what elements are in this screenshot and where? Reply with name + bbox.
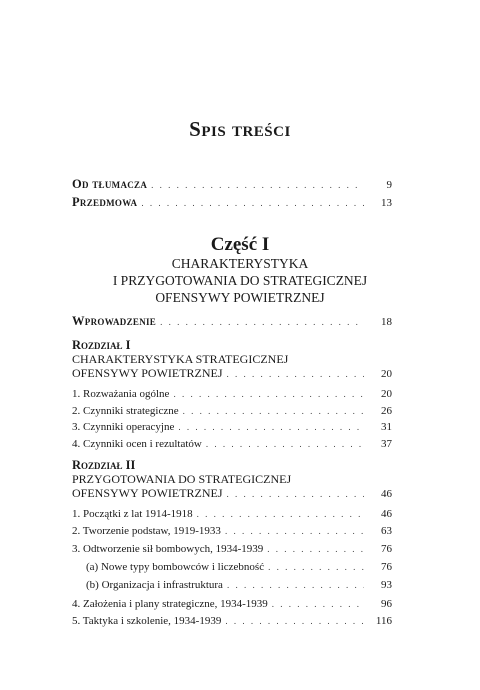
dot-leader <box>225 524 364 538</box>
dot-leader <box>173 387 364 401</box>
toc-entry-page: 9 <box>386 179 392 191</box>
toc-entry[interactable] <box>72 387 392 401</box>
toc-entry-page: 116 <box>375 615 392 627</box>
dot-leader <box>268 560 364 574</box>
toc-entry-label: 2. Tworzenie podstaw, 1919-1933 <box>72 525 221 537</box>
toc-entry-label: Od tłumacza <box>72 177 148 191</box>
toc-entry-label: Przedmowa <box>72 195 138 209</box>
dot-leader <box>227 487 364 501</box>
dot-leader <box>160 315 364 329</box>
toc-entry-page: 76 <box>381 561 392 573</box>
dot-leader <box>141 196 364 210</box>
toc-entry-page: 63 <box>381 525 392 537</box>
dot-leader <box>227 367 364 381</box>
toc-entry-label: 4. Czynniki ocen i rezultatów <box>72 438 202 450</box>
dot-leader <box>227 578 364 592</box>
part-subtitle-line: OFENSYWY POWIETRZNEJ <box>155 290 325 305</box>
toc-entry-introduction[interactable] <box>72 314 392 329</box>
toc-entry-translator[interactable] <box>72 177 392 192</box>
dot-leader <box>272 597 364 611</box>
chapter-1-title-line: OFENSYWY POWIETRZNEJ <box>72 366 223 380</box>
toc-entry[interactable] <box>72 507 392 521</box>
part-title: Część I <box>210 234 270 255</box>
page-title: Spis treści <box>189 117 291 141</box>
toc-entry-page: 20 <box>381 368 392 380</box>
toc-entry-page: 96 <box>381 598 392 610</box>
toc-entry[interactable] <box>72 404 392 418</box>
part-subtitle-line: I PRZYGOTOWANIA DO STRATEGICZNEJ <box>112 273 368 288</box>
toc-entry-chapter-1[interactable] <box>72 366 392 381</box>
toc-entry[interactable] <box>72 437 392 451</box>
chapter-1-title-line: CHARAKTERYSTYKA STRATEGICZNEJ <box>72 352 289 366</box>
toc-entry-page: 20 <box>381 388 392 400</box>
toc-entry-label: (b) Organizacja i infrastruktura <box>86 579 223 591</box>
toc-entry-label: 3. Czynniki operacyjne <box>72 421 175 433</box>
toc-entry[interactable] <box>72 524 392 538</box>
toc-entry-label: 5. Taktyka i szkolenie, 1934-1939 <box>72 615 222 627</box>
toc-entry[interactable] <box>72 420 392 434</box>
toc-entry[interactable] <box>72 542 392 556</box>
toc-entry[interactable] <box>72 614 392 628</box>
toc-entry-label: 4. Założenia i plany strategiczne, 1934-1939 <box>72 598 268 610</box>
part-subtitle-line: CHARAKTERYSTYKA <box>171 256 309 271</box>
toc-entry-label: (a) Nowe typy bombowców i liczebność <box>86 561 265 573</box>
toc-entry-page: 37 <box>381 438 392 450</box>
dot-leader <box>183 404 364 418</box>
toc-entry-page: 93 <box>381 579 392 591</box>
toc-subentry[interactable] <box>86 560 392 574</box>
toc-subentry[interactable] <box>86 578 392 592</box>
dot-leader <box>151 178 364 192</box>
chapter-2-title-line: PRZYGOTOWANIA DO STRATEGICZNEJ <box>72 472 292 486</box>
dot-leader <box>178 420 364 434</box>
toc-entry-page: 13 <box>381 197 392 209</box>
dot-leader <box>206 437 364 451</box>
toc-entry-page: 26 <box>381 405 392 417</box>
dot-leader <box>197 507 364 521</box>
chapter-2-heading: Rozdział II <box>72 458 136 472</box>
toc-entry-label: Wprowadzenie <box>72 314 157 328</box>
toc-entry-label: 1. Rozważania ogólne <box>72 388 170 400</box>
dot-leader <box>225 614 364 628</box>
toc-entry-page: 31 <box>381 421 392 433</box>
toc-entry-label: 1. Początki z lat 1914-1918 <box>72 508 193 520</box>
toc-entry-page: 76 <box>381 543 392 555</box>
chapter-2-title-line: OFENSYWY POWIETRZNEJ <box>72 486 223 500</box>
toc-entry-page: 46 <box>381 488 392 500</box>
toc-entry[interactable] <box>72 597 392 611</box>
toc-entry-page: 18 <box>381 316 392 328</box>
toc-entry-label: 3. Odtworzenie sił bombowych, 1934-1939 <box>72 543 264 555</box>
toc-entry-label: 2. Czynniki strategiczne <box>72 405 179 417</box>
toc-entry-preface[interactable] <box>72 195 392 210</box>
toc-entry-chapter-2[interactable] <box>72 486 392 501</box>
chapter-1-heading: Rozdział I <box>72 338 131 352</box>
toc-entry-page: 46 <box>381 508 392 520</box>
dot-leader <box>267 542 364 556</box>
